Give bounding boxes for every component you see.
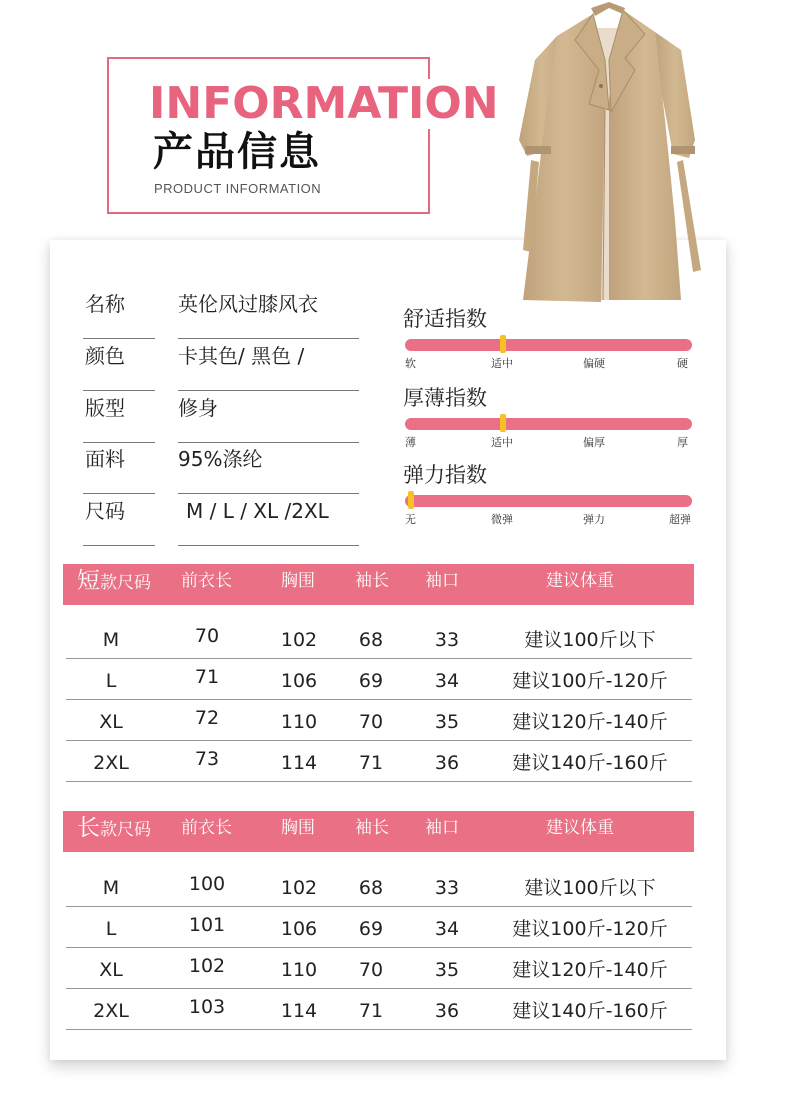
table-row <box>66 907 692 948</box>
column-header: 胸围 <box>281 818 315 838</box>
info-label: 尺码 <box>85 499 125 523</box>
table-cell: 70 <box>194 625 220 647</box>
table-cell: 73 <box>194 748 220 770</box>
index-bar <box>405 418 692 430</box>
subtitle-product-information: PRODUCT INFORMATION <box>154 181 322 196</box>
index-tick: 薄 <box>405 436 416 449</box>
table-cell: 71 <box>358 1000 384 1022</box>
index-marker <box>500 414 506 432</box>
index-bar <box>405 339 692 351</box>
table-cell: L <box>105 918 117 940</box>
index-title: 厚薄指数 <box>403 386 487 410</box>
column-header: 建议体重 <box>546 571 614 591</box>
table-cell: 34 <box>434 670 460 692</box>
table-cell: 106 <box>280 670 318 692</box>
table-cell: 71 <box>194 666 220 688</box>
index-tick: 无 <box>405 513 416 526</box>
index-bar <box>405 495 692 507</box>
info-row-fabric <box>83 444 359 494</box>
table-cell: 100 <box>188 873 226 895</box>
short-size-table-header <box>63 564 694 605</box>
table-row <box>66 741 692 782</box>
info-row-name <box>83 289 359 339</box>
index-tick: 硬 <box>677 357 688 370</box>
info-value: M / L / XL /2XL <box>186 499 329 523</box>
index-tick: 超弹 <box>669 513 691 526</box>
table-cell: 建议140斤-160斤 <box>512 1000 668 1022</box>
table-cell: L <box>105 670 117 692</box>
table-cell: 68 <box>358 877 384 899</box>
table-title-big: 短 <box>77 568 100 594</box>
index-tick: 适中 <box>491 357 513 370</box>
index-tick: 偏厚 <box>583 436 605 449</box>
index-tick: 适中 <box>491 436 513 449</box>
column-header: 建议体重 <box>546 818 614 838</box>
divider <box>83 338 155 339</box>
table-title-rest: 款尺码 <box>100 820 151 840</box>
table-cell: 70 <box>358 711 384 733</box>
index-tick: 弹力 <box>583 513 605 526</box>
table-cell: 35 <box>434 959 460 981</box>
table-title <box>77 564 151 600</box>
divider <box>178 545 359 546</box>
table-cell: 103 <box>188 996 226 1018</box>
table-cell: 34 <box>434 918 460 940</box>
table-title-rest: 款尺码 <box>100 573 151 593</box>
title-information: INFORMATION <box>149 79 503 129</box>
table-cell: 建议100斤-120斤 <box>512 918 668 940</box>
table-cell: 建议140斤-160斤 <box>512 752 668 774</box>
table-cell: 71 <box>358 752 384 774</box>
info-value: 英伦风过膝风衣 <box>178 292 318 316</box>
divider <box>178 493 359 494</box>
index-tick: 软 <box>405 357 416 370</box>
table-cell: 101 <box>188 914 226 936</box>
divider <box>178 442 359 443</box>
table-cell: 35 <box>434 711 460 733</box>
long-size-table-header <box>63 811 694 852</box>
info-label: 面料 <box>85 447 125 471</box>
divider <box>178 390 359 391</box>
table-cell: 106 <box>280 918 318 940</box>
column-header: 袖口 <box>425 571 459 591</box>
table-cell: 33 <box>434 877 460 899</box>
index-marker <box>500 335 506 353</box>
column-header: 袖长 <box>355 571 389 591</box>
info-value: 修身 <box>178 396 218 420</box>
table-row <box>66 948 692 989</box>
table-cell: 33 <box>434 629 460 651</box>
title-product-info-cn: 产品信息 <box>153 129 321 175</box>
table-cell: 建议100斤以下 <box>524 629 656 651</box>
table-cell: 建议120斤-140斤 <box>512 959 668 981</box>
table-cell: M <box>102 629 120 651</box>
table-cell: 36 <box>434 752 460 774</box>
info-label: 颜色 <box>85 344 125 368</box>
table-cell: M <box>102 877 120 899</box>
column-header: 前衣长 <box>181 818 232 838</box>
table-cell: 69 <box>358 918 384 940</box>
info-value: 卡其色/ 黑色 / <box>178 344 305 368</box>
table-cell: 72 <box>194 707 220 729</box>
table-cell: 102 <box>280 629 318 651</box>
info-label: 版型 <box>85 396 125 420</box>
table-cell: XL <box>99 711 123 733</box>
table-cell: 建议100斤以下 <box>524 877 656 899</box>
info-value: 95%涤纶 <box>178 447 263 471</box>
divider <box>83 545 155 546</box>
row-divider <box>66 1029 692 1030</box>
table-row <box>66 866 692 907</box>
table-cell: 建议100斤-120斤 <box>512 670 668 692</box>
table-title-big: 长 <box>77 815 100 841</box>
table-cell: 建议120斤-140斤 <box>512 711 668 733</box>
index-tick: 偏硬 <box>583 357 605 370</box>
table-title <box>77 811 151 847</box>
info-row-fit <box>83 393 359 443</box>
table-cell: 2XL <box>93 1000 129 1022</box>
table-cell: 114 <box>280 752 318 774</box>
column-header: 前衣长 <box>181 571 232 591</box>
table-cell: 70 <box>358 959 384 981</box>
table-cell: XL <box>99 959 123 981</box>
table-row <box>66 618 692 659</box>
info-row-color <box>83 341 359 391</box>
table-row <box>66 989 692 1030</box>
table-cell: 114 <box>280 1000 318 1022</box>
table-cell: 102 <box>188 955 226 977</box>
table-row <box>66 659 692 700</box>
table-cell: 68 <box>358 629 384 651</box>
divider <box>83 442 155 443</box>
table-cell: 69 <box>358 670 384 692</box>
trench-coat-illustration <box>505 0 715 310</box>
divider <box>83 493 155 494</box>
divider <box>83 390 155 391</box>
table-cell: 110 <box>280 711 318 733</box>
table-cell: 110 <box>280 959 318 981</box>
column-header: 胸围 <box>281 571 315 591</box>
divider <box>178 338 359 339</box>
table-row <box>66 700 692 741</box>
column-header: 袖口 <box>425 818 459 838</box>
info-row-size <box>83 496 359 546</box>
info-label: 名称 <box>85 292 125 316</box>
index-tick: 微弹 <box>491 513 513 526</box>
index-marker <box>408 491 414 509</box>
column-header: 袖长 <box>355 818 389 838</box>
index-title: 舒适指数 <box>403 307 487 331</box>
table-cell: 102 <box>280 877 318 899</box>
index-title: 弹力指数 <box>403 463 487 487</box>
index-tick: 厚 <box>677 436 688 449</box>
row-divider <box>66 781 692 782</box>
table-cell: 36 <box>434 1000 460 1022</box>
table-cell: 2XL <box>93 752 129 774</box>
